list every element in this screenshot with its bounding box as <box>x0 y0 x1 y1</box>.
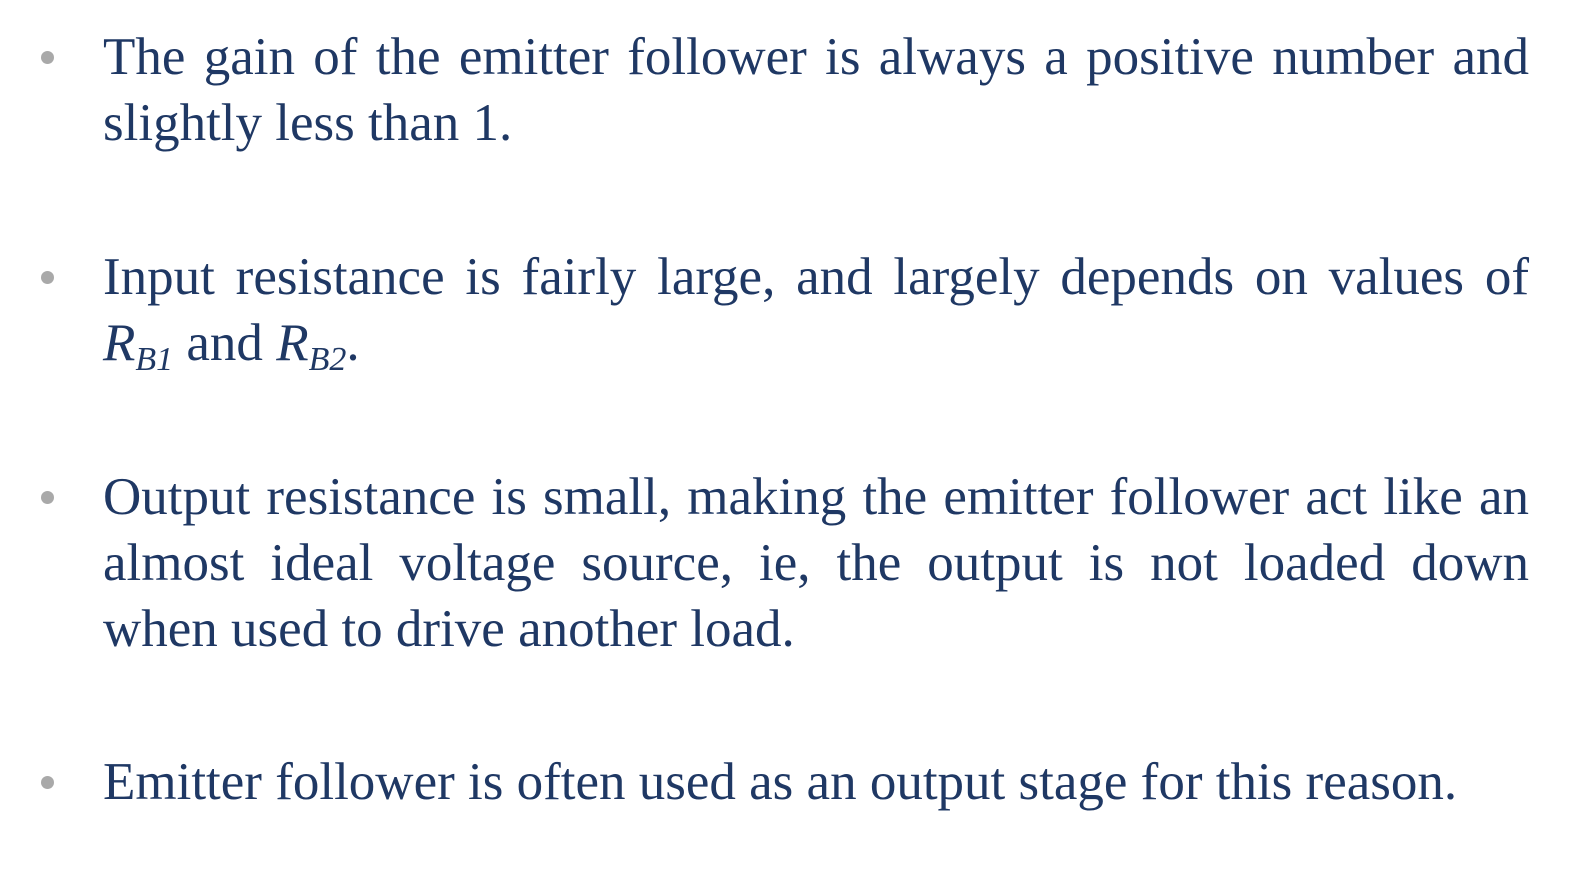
period-text: . <box>346 314 360 372</box>
bullet-dot-icon <box>41 271 54 284</box>
resistor-rb2-symbol: $R_{B2}$ <box>276 314 347 378</box>
bullet-text-output-resistance: Output resistance is small, making the emitter follower act like an almost ideal voltage source, ie, the output is not loaded down when used to drive another load. <box>103 468 1529 658</box>
bullet-text-input-resistance <box>103 244 1529 376</box>
bullet-dot-icon <box>41 491 54 504</box>
bullet-text-output-stage: Emitter follower is often used as an output stage for this reason. <box>103 753 1458 811</box>
input-resistance-text: Input resistance is fairly large, and largely depends on values of <box>103 248 1529 306</box>
bullet-dot-icon <box>41 51 54 64</box>
conjunction-text: and <box>173 314 277 372</box>
bullet-text-gain: The gain of the emitter follower is always a positive number and slightly less than 1. <box>103 28 1529 152</box>
resistor-rb1-symbol: $R_{B1}$ <box>103 314 174 378</box>
bullet-dot-icon <box>41 776 54 789</box>
